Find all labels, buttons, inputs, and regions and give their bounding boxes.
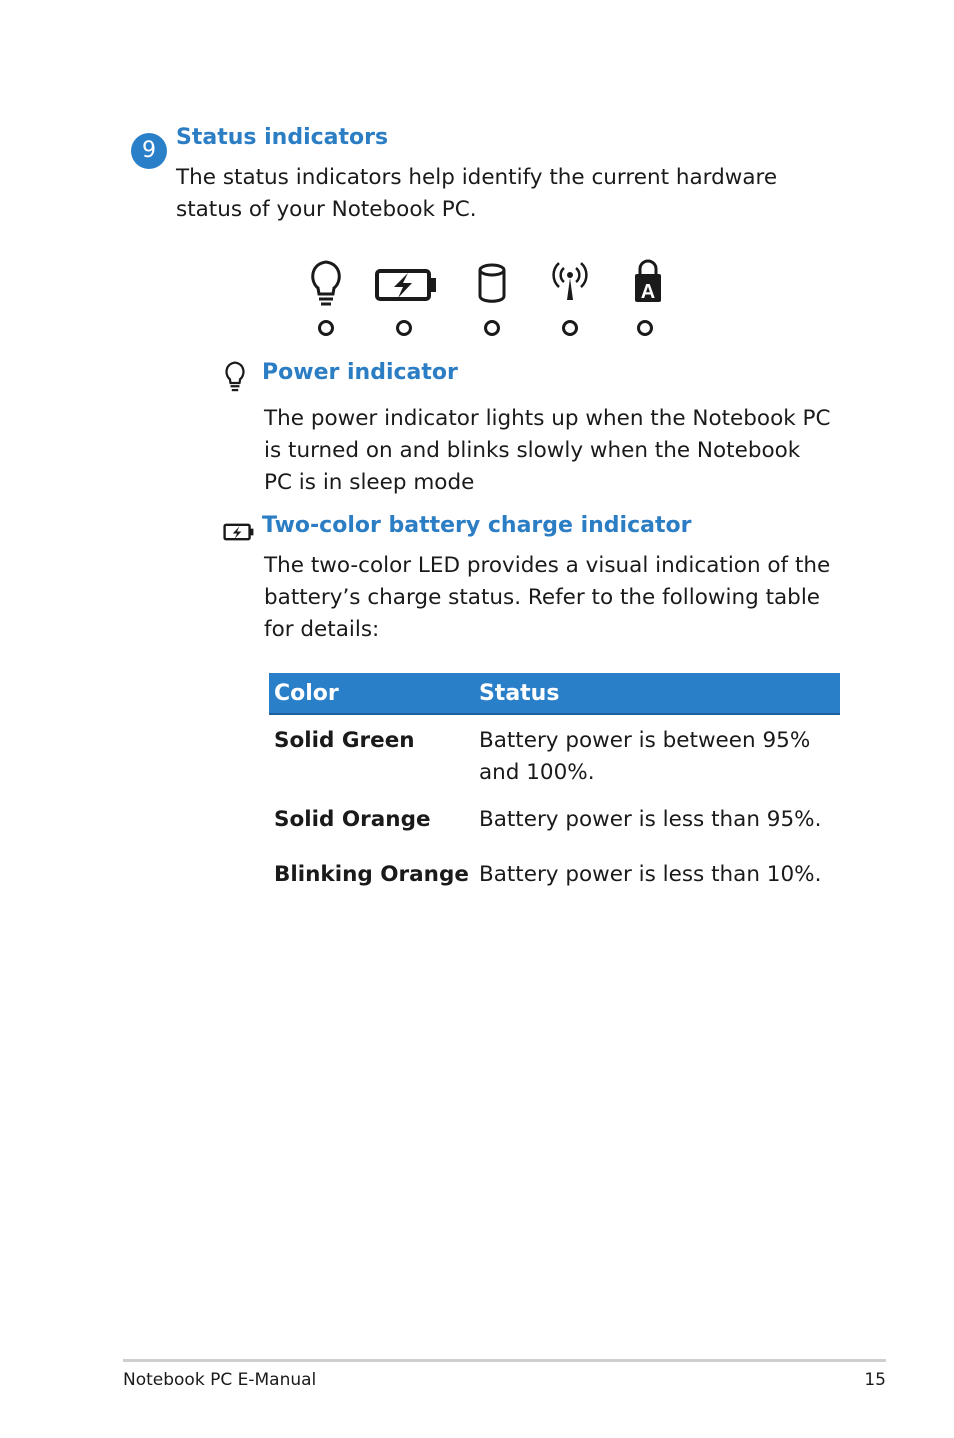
row-color: Solid Orange	[274, 807, 431, 832]
row-status: Battery power is less than 95%.	[478, 807, 822, 832]
capslock-led	[637, 320, 653, 336]
table-row	[269, 839, 840, 894]
row-color: Solid Green	[274, 728, 415, 753]
table-row	[269, 714, 840, 792]
lightbulb-icon	[306, 258, 346, 308]
capslock-indicator-column	[632, 258, 702, 342]
section-number-badge: 9	[131, 133, 167, 169]
power-indicator-description: The power indicator lights up when the Notebook PC is turned on and blinks slowly when the Notebook PC is in sleep mode	[264, 406, 831, 495]
battery-icon	[374, 258, 440, 308]
hdd-led	[484, 320, 500, 336]
power-lightbulb-icon	[222, 360, 248, 392]
table-header-row	[269, 673, 840, 714]
wireless-icon	[552, 258, 592, 308]
section-title: Status indicators	[176, 125, 389, 150]
wireless-indicator-column	[552, 258, 622, 342]
battery-led	[396, 320, 412, 336]
caps-lock-letter: A	[640, 281, 656, 303]
hard-disk-icon	[476, 258, 512, 308]
hdd-indicator-column	[476, 258, 546, 342]
section-description: The status indicators help identify the current hardware status of your Notebook PC.	[176, 165, 778, 222]
wireless-led	[562, 320, 578, 336]
row-status: Battery power is less than 10%.	[478, 862, 822, 887]
row-color: Blinking Orange	[274, 862, 469, 887]
row-status: Battery power is between 95% and 100%.	[478, 728, 811, 785]
header-color: Color	[269, 673, 474, 714]
power-indicator-column	[306, 258, 376, 342]
footer-title: Notebook PC E-Manual	[123, 1370, 317, 1390]
battery-indicator-column	[374, 258, 444, 342]
battery-status-table	[269, 673, 840, 894]
indicator-icons-row	[300, 258, 680, 342]
header-status: Status	[474, 673, 840, 714]
table-row	[269, 792, 840, 839]
caps-lock-icon	[632, 258, 664, 308]
battery-indicator-title: Two-color battery charge indicator	[262, 513, 692, 538]
power-led	[318, 320, 334, 336]
battery-charge-icon	[222, 520, 256, 544]
page-number: 15	[864, 1370, 886, 1390]
battery-indicator-description: The two-color LED provides a visual indication of the battery’s charge status. Refer to the following table for details:	[264, 553, 831, 642]
power-indicator-title: Power indicator	[262, 360, 458, 385]
footer-divider	[123, 1359, 886, 1362]
